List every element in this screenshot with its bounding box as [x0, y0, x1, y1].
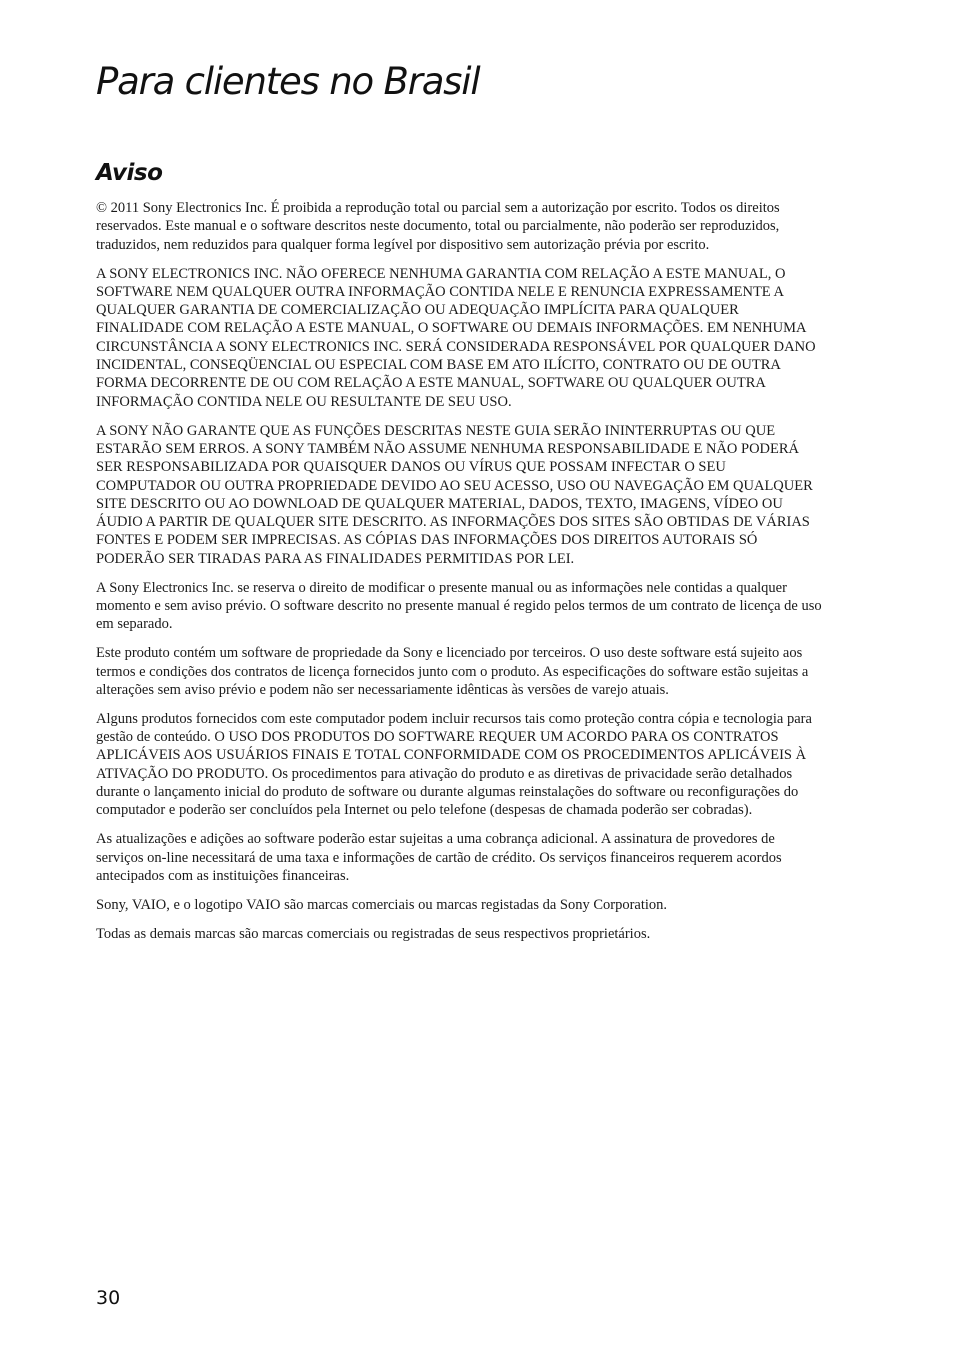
paragraph-right-to-modify: A Sony Electronics Inc. se reserva o direito de modificar o presente manual ou as informações nele contidas a qualquer momento e sem aviso prévio. O software descrito no presente manual é regido pelos termos de um contrato de licença de uso em separado.	[96, 579, 822, 633]
paragraph-functions-disclaimer: A SONY NÃO GARANTE QUE AS FUNÇÕES DESCRITAS NESTE GUIA SERÃO ININTERRUPTAS OU QUE ESTARÃO SEM ERROS. A SONY TAMBÉM NÃO ASSUME NENHUMA RESPONSABILIDADE E NÃO PODERÁ SER RESPONSABILIZADA POR QUAISQUER DANOS OU VÍRUS QUE POSSAM INFECTAR O SEU COMPUTADOR OU OUTRA PROPRIEDADE DEVIDO AO SEU ACESSO, USO OU NAVEGAÇÃO EM QUALQUER SITE DESCRITO OU AO DOWNLOAD DE QUALQUER MATERIAL, DADOS, TEXTO, IMAGENS, VÍDEO OU ÁUDIO A PARTIR DE QUALQUER SITE DESCRITO. AS INFORMAÇÕES DOS SITES SÃO OBTIDAS DE VÁRIAS FONTES E PODEM SER IMPRECISAS. AS CÓPIAS DAS INFORMAÇÕES DOS DIREITOS AUTORAIS SÓ PODERÃO SER TIRADAS PARA AS FINALIDADES PERMITIDAS POR LEI.	[96, 422, 813, 567]
page-number: 30	[96, 1287, 121, 1309]
page-title: Para clientes no Brasil	[96, 60, 480, 103]
paragraph-copy-protection: Alguns produtos fornecidos com este computador podem incluir recursos tais como proteção contra cópia e tecnologia para gestão de conteúdo. O USO DOS PRODUTOS DO SOFTWARE REQUER UM ACORDO PARA OS CONTRATOS APLICÁVEIS AOS USUÁRIOS FINAIS E TOTAL CONFORMIDADE COM OS PROCEDIMENTOS APLICÁVEIS À ATIVAÇÃO DO PRODUTO. Os procedimentos para ativação do produto e as diretivas de privacidade serão detalhados durante o lançamento inicial do produto de software ou durante algumas reinstalações do software ou reconfigurações do computador e poderão ser concluídos pela Internet ou pelo telefone (despesas de chamada poderão ser cobradas).	[96, 710, 812, 819]
notice-body	[96, 199, 824, 954]
paragraph-copyright: © 2011 Sony Electronics Inc. É proibida a reprodução total ou parcial sem a autorização por escrito. Todos os direitos reservados. Este manual e o software descritos neste documento, total ou parcialmente, não poderão ser reproduzidos, traduzidos, nem reduzidos para qualquer forma legível por dispositivo sem autorização prévia por escrito.	[96, 200, 780, 253]
paragraph-trademarks-sony: Sony, VAIO, e o logotipo VAIO são marcas comerciais ou marcas registadas da Sony Corporation.	[96, 896, 668, 913]
paragraph-licensed-software: Este produto contém um software de propriedade da Sony e licenciado por terceiros. O uso deste software está sujeito aos termos e condições dos contratos de licença fornecidos junto com o produto. As especificações do software estão sujeitas a alterações sem aviso prévio e podem não ser necessariamente idênticas às versões de varejo atuais.	[96, 645, 809, 698]
paragraph-warranty-disclaimer: A SONY ELECTRONICS INC. NÃO OFERECE NENHUMA GARANTIA COM RELAÇÃO A ESTE MANUAL, O SOFTWARE NEM QUALQUER OUTRA INFORMAÇÃO CONTIDA NELE E RENUNCIA EXPRESSAMENTE A QUALQUER GARANTIA DE COMERCIALIZAÇÃO OU ADEQUAÇÃO IMPLÍCITA PARA QUALQUER FINALIDADE COM RELAÇÃO A ESTE MANUAL, O SOFTWARE OU DEMAIS INFORMAÇÕES. EM NENHUMA CIRCUNSTÂNCIA A SONY ELECTRONICS INC. SERÁ CONSIDERADA RESPONSÁVEL POR QUALQUER DANO INCIDENTAL, CONSEQÜENCIAL OU ESPECIAL COM BASE EM ATO ILÍCITO, CONTRATO OU DE OUTRA FORMA DECORRENTE DE OU COM RELAÇÃO A ESTE MANUAL, SOFTWARE OU QUALQUER OUTRA INFORMAÇÃO CONTIDA NELE OU RESULTANTE DE SEU USO.	[96, 265, 816, 410]
section-heading-aviso: Aviso	[96, 160, 163, 186]
paragraph-other-trademarks: Todas as demais marcas são marcas comerciais ou registradas de seus respectivos proprietários.	[96, 925, 651, 942]
paragraph-updates-fees: As atualizações e adições ao software poderão estar sujeitas a uma cobrança adicional. A assinatura de provedores de serviços on-line necessitará de uma taxa e informações de cartão de crédito. Os serviços financeiros requerem acordos antecipados com as instituições financeiras.	[96, 831, 782, 884]
